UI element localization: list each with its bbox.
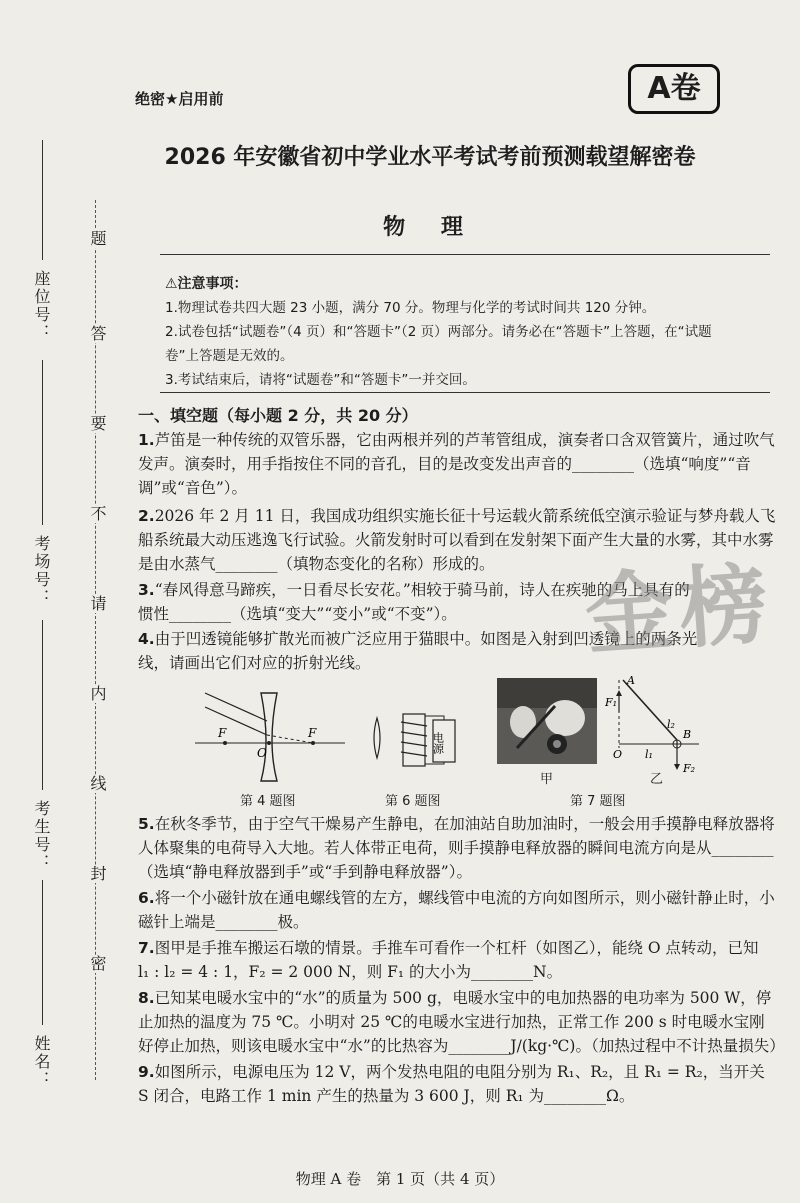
- room-number-label: 考场号：: [32, 535, 51, 607]
- point-a-label: A: [627, 674, 635, 687]
- question-text: 由于凹透镜能够扩散光而被广泛应用于猫眼中。如图是入射到凹透镜上的两条光线，请画出它们对应的折射光线。: [138, 630, 698, 672]
- notice-item: 2.试卷包括“试题卷”（4 页）和“答题卡”（2 页）两部分。请务必在“答题卡”上答题，在“试题: [165, 324, 712, 340]
- name-label: 姓名：: [32, 1035, 51, 1089]
- seal-char: 内: [88, 685, 107, 703]
- figure-4-caption: 第 4 题图: [240, 794, 296, 809]
- question-7: [138, 936, 778, 984]
- power-source-label: 电源: [431, 732, 445, 754]
- divider: [160, 254, 770, 255]
- figure-7-sub-jia: 甲: [540, 772, 554, 787]
- arm-l1-label: l₁: [645, 748, 653, 761]
- seat-number-label: 座位号：: [32, 270, 51, 342]
- question-9: [138, 1060, 778, 1108]
- margin-line: [42, 880, 43, 1025]
- question-number: 7.: [138, 939, 155, 957]
- question-text: 图甲是手推车搬运石墩的情景。手推车可看作一个杠杆（如图乙），能绕 O 点转动，已知: [154, 939, 759, 957]
- question-number: 9.: [138, 1063, 155, 1081]
- question-number: 5.: [138, 815, 155, 833]
- figure-4-concave-lens: [195, 685, 345, 785]
- subject-title: 物 理: [383, 215, 477, 240]
- notice-item: 卷”上答题是无效的。: [165, 348, 294, 364]
- figure-7-sub-yi: 乙: [650, 772, 664, 787]
- question-number: 6.: [138, 889, 155, 907]
- figure-7-lever-diagram: [605, 672, 705, 782]
- question-number: 8.: [138, 989, 155, 1007]
- seal-char: 要: [88, 415, 107, 433]
- question-text: 已知某电暖水宝中的“水”的质量为 500 g，电暖水宝中的电加热器的电功率为 500 W，停止加热的温度为 75 ℃。小明对 25 ℃的电暖水宝进行加热，正常工作 200 s 时电暖水宝刚好停止加热，则该电暖水宝中“水”的比热容为________J/(kg·℃)。（加热过程中不计热量损失）: [138, 989, 785, 1055]
- figure-6-solenoid: [365, 700, 465, 780]
- seal-char: 不: [88, 505, 107, 523]
- notice-box: [165, 272, 765, 392]
- optical-center-label: O: [257, 746, 267, 760]
- paper-version-badge: A卷: [628, 64, 720, 114]
- question-number: 1.: [138, 431, 155, 449]
- margin-line: [42, 140, 43, 260]
- exam-title: 2026 年安徽省初中学业水平考试考前预测载望解密卷: [164, 145, 696, 170]
- question-number: 4.: [138, 630, 155, 648]
- question-1: [138, 428, 778, 500]
- question-text: 2026 年 2 月 11 日，我国成功组织实施长征十号运载火箭系统低空演示验证与梦舟载人飞船系统最大动压逃逸飞行试验。火箭发射时可以看到在发射架下面产生大量的水雾，其中水雾是由水蒸气________（填物态变化的名称）形成的。: [138, 507, 776, 573]
- figure-7-caption: 第 7 题图: [570, 794, 626, 809]
- seal-char: 封: [88, 865, 107, 883]
- confidential-label: 绝密★启用前: [135, 90, 224, 108]
- divider: [160, 392, 770, 393]
- seal-char: 密: [88, 955, 107, 973]
- section-heading: 一、填空题（每小题 2 分，共 20 分）: [138, 406, 418, 425]
- question-text: l₁ : l₂ = 4 : 1，F₂ = 2 000 N，则 F₁ 的大小为________N。: [138, 963, 563, 981]
- seal-char: 答: [88, 325, 107, 343]
- question-number: 2.: [138, 507, 155, 525]
- question-text: 如图所示，电源电压为 12 V，两个发热电阻的电阻分别为 R₁、R₂，且 R₁ = R₂，当开关 S 闭合，电路工作 1 min 产生的热量为 3 600 J，则 R₁ 为________Ω。: [138, 1063, 765, 1105]
- notice-item: 1.物理试卷共四大题 23 小题，满分 70 分。物理与化学的考试时间共 120 分钟。: [165, 300, 656, 316]
- notice-heading: ⚠注意事项：: [165, 276, 248, 292]
- question-text: “春风得意马蹄疾，一日看尽长安花。”相较于骑马前，诗人在疾驰的马上具有的惯性________（选填“变大”“变小”或“不变”）。: [138, 581, 690, 623]
- seal-char: 请: [88, 595, 107, 613]
- focus-label: F: [308, 726, 317, 740]
- question-8: [138, 986, 785, 1058]
- force-f1-label: F₁: [605, 696, 618, 709]
- point-b-label: B: [683, 728, 692, 741]
- pivot-o-label: O: [613, 748, 623, 761]
- seal-char: 题: [88, 230, 107, 248]
- margin-line: [42, 360, 43, 525]
- notice-item: 3.考试结束后，请将“试题卷”和“答题卡”一并交回。: [165, 372, 476, 388]
- question-number: 3.: [138, 581, 155, 599]
- seal-char: 线: [88, 775, 107, 793]
- question-text: 芦笛是一种传统的双管乐器，它由两根并列的芦苇管组成，演奏者口含双管簧片，通过吹气发声。演奏时，用手指按住不同的音孔，目的是改变发出声音的________（选填“响度”“音调”或“音色”）。: [138, 431, 775, 497]
- arm-l2-label: l₂: [667, 718, 675, 731]
- question-text: 将一个小磁针放在通电螺线管的左方，螺线管中电流的方向如图所示，则小磁针静止时，小磁针上端是________极。: [138, 889, 775, 931]
- page-footer: 物理 A 卷 第 1 页（共 4 页）: [295, 1170, 505, 1188]
- question-6: [138, 886, 778, 934]
- figure-7-photo: [497, 678, 597, 764]
- force-f2-label: F₂: [683, 762, 696, 775]
- question-5: [138, 812, 778, 884]
- question-text: 在秋冬季节，由于空气干燥易产生静电，在加油站自助加油时，一般会用手摸静电释放器将人体聚集的电荷导入大地。若人体带正电荷，则手摸静电释放器的瞬间电流方向是从________（选填“静电释放器到手”或“手到静电释放器”）。: [138, 815, 775, 881]
- focus-label: F: [218, 726, 227, 740]
- figure-6-caption: 第 6 题图: [385, 794, 441, 809]
- margin-line: [42, 620, 43, 790]
- watermark: 金榜: [582, 550, 777, 668]
- student-number-label: 考生号：: [32, 800, 51, 872]
